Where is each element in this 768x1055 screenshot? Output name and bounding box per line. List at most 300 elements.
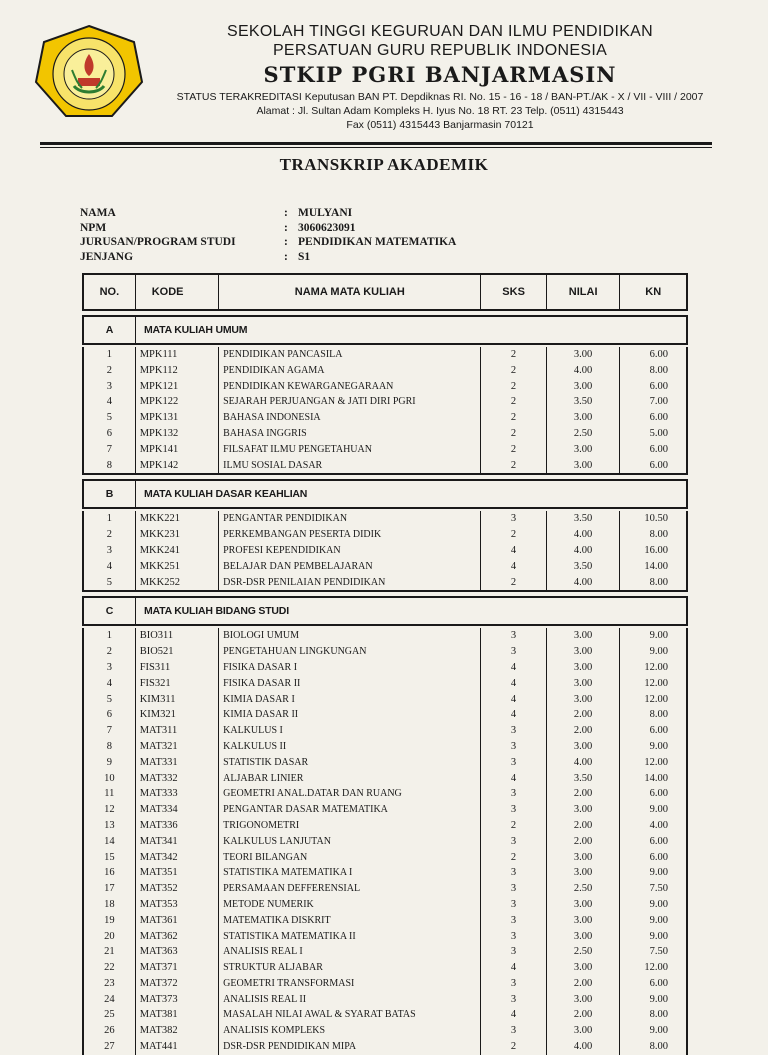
header-divider-thin [40,147,712,148]
identity-row [80,221,456,236]
row-nilai: 3.00 [547,644,621,660]
row-sks: 4 [481,559,547,575]
row-no: 1 [84,628,136,644]
row-kn: 4.00 [649,819,668,831]
row-kode: FIS321 [136,676,219,692]
table-row [84,723,686,739]
row-kode: MAT334 [136,802,219,818]
row-nilai: 2.00 [547,723,621,739]
row-nama: KALKULUS LANJUTAN [219,834,481,850]
row-no: 27 [84,1039,136,1055]
row-nama: PENDIDIKAN AGAMA [219,363,481,379]
row-kode: MAT331 [136,755,219,771]
row-sks: 3 [481,976,547,992]
table-row [84,992,686,1008]
row-sks: 3 [481,786,547,802]
header-divider [40,142,712,145]
row-sks: 3 [481,929,547,945]
row-kn: 9.00 [649,867,668,879]
row-kn: 6.00 [649,349,668,360]
row-kn: 12.00 [644,661,668,673]
table-row [84,802,686,818]
row-sks: 3 [481,865,547,881]
row-no: 8 [84,739,136,755]
row-nilai: 4.00 [547,363,621,379]
row-nama: BELAJAR DAN PEMBELAJARAN [219,559,481,575]
section-rows [82,511,688,592]
row-sks: 3 [481,834,547,850]
row-kode: MKK252 [136,575,219,591]
row-kn: 6.00 [649,851,668,863]
identity-colon: : [284,250,288,263]
row-kode: MAT371 [136,960,219,976]
section-rows [82,628,688,1055]
row-kn: 6.00 [649,788,668,800]
institution-name: STKIP PGRI BANJARMASIN [263,62,617,87]
row-kode: MAT382 [136,1023,219,1039]
row-sks: 3 [481,802,547,818]
row-sks: 4 [481,543,547,559]
row-sks: 2 [481,442,547,458]
row-nama: GEOMETRI TRANSFORMASI [219,976,481,992]
identity-value: 3060623091 [298,221,356,234]
row-nama: FISIKA DASAR I [219,660,481,676]
row-kode: BIO521 [136,644,219,660]
row-sks: 2 [481,575,547,591]
letterhead-line1: SEKOLAH TINGGI KEGURUAN DAN ILMU PENDIDIKAN [226,23,654,40]
row-kn: 6.00 [649,977,668,989]
row-sks: 3 [481,992,547,1008]
row-no: 3 [84,660,136,676]
table-row [84,442,686,458]
identity-row [80,250,456,265]
row-no: 23 [84,976,136,992]
row-nama: TEORI BILANGAN [219,850,481,866]
row-nama: STATISTIK DASAR [219,755,481,771]
row-kode: MAT363 [136,944,219,960]
address: Alamat : Jl. Sultan Adam Kompleks H. Iyus No. 18 RT. 23 Telp. (0511) 4315443 [256,105,624,117]
row-nilai: 3.00 [547,992,621,1008]
row-sks: 2 [481,818,547,834]
table-row [84,976,686,992]
row-kn: 9.00 [649,993,668,1005]
row-kode: MAT372 [136,976,219,992]
row-nama: METODE NUMERIK [219,897,481,913]
row-no: 1 [84,511,136,527]
row-kn: 5.00 [649,427,668,439]
row-nilai: 3.50 [547,511,621,527]
row-kn: 9.00 [649,804,668,816]
row-kn: 9.00 [649,914,668,926]
row-no: 24 [84,992,136,1008]
row-kn: 8.00 [649,576,668,588]
accreditation-status: STATUS TERAKREDITASI Keputusan BAN PT. Depdiknas RI. No. 15 - 16 - 18 / BAN-PT./AK - X / VII - VIII / 2007 [176,91,704,103]
row-kn: 6.00 [649,380,668,392]
row-no: 20 [84,929,136,945]
row-nilai: 3.00 [547,1023,621,1039]
row-nilai: 3.00 [547,692,621,708]
row-nilai: 3.50 [547,771,621,787]
section-letter: C [84,598,136,624]
row-kode: MPK141 [136,442,219,458]
row-nilai: 3.00 [547,739,621,755]
table-row [84,755,686,771]
row-kn: 6.00 [649,412,668,424]
row-no: 4 [84,676,136,692]
row-kn: 8.00 [649,529,668,541]
header-nilai: NILAI [547,275,621,309]
row-nilai: 3.00 [547,897,621,913]
row-no: 3 [84,379,136,395]
identity-row [80,235,456,250]
row-no: 2 [84,527,136,543]
student-identity [80,206,456,264]
row-nilai: 2.00 [547,834,621,850]
row-kode: MKK231 [136,527,219,543]
row-no: 18 [84,897,136,913]
row-kode: MAT351 [136,865,219,881]
row-nama: FILSAFAT ILMU PENGETAHUAN [219,442,481,458]
row-nilai: 2.00 [547,818,621,834]
row-nama: PENDIDIKAN KEWARGANEGARAAN [219,379,481,395]
row-sks: 2 [481,379,547,395]
row-kode: MAT311 [136,723,219,739]
row-sks: 4 [481,771,547,787]
row-nama: ANALISIS REAL I [219,944,481,960]
identity-row [80,206,456,221]
row-sks: 2 [481,1039,547,1055]
row-no: 26 [84,1023,136,1039]
row-kn: 9.00 [649,930,668,942]
row-nilai: 3.50 [547,559,621,575]
row-nama: STRUKTUR ALJABAR [219,960,481,976]
identity-key: NPM [80,221,107,234]
row-no: 5 [84,692,136,708]
row-kode: BIO311 [136,628,219,644]
row-kn: 9.00 [649,646,668,658]
row-nama: DSR-DSR PENILAIAN PENDIDIKAN [219,575,481,591]
row-kode: MPK111 [136,347,219,363]
row-kn: 10.50 [644,513,668,525]
table-row [84,458,686,474]
section-title: MATA KULIAH UMUM [144,324,248,336]
table-row [84,929,686,945]
row-nama: DSR-DSR PENDIDIKAN MIPA [219,1039,481,1055]
header-kode: KODE [136,275,220,309]
row-sks: 3 [481,755,547,771]
table-row [84,960,686,976]
row-nilai: 2.00 [547,976,621,992]
row-kn: 16.00 [644,544,668,556]
section-header [82,479,688,509]
table-row [84,1039,686,1055]
row-no: 6 [84,707,136,723]
row-sks: 4 [481,660,547,676]
row-nilai: 4.00 [547,755,621,771]
row-nilai: 3.00 [547,802,621,818]
row-sks: 3 [481,511,547,527]
table-row [84,426,686,442]
row-sks: 2 [481,410,547,426]
row-kode: MPK122 [136,394,219,410]
row-nilai: 4.00 [547,575,621,591]
row-kn: 12.00 [644,962,668,974]
row-sks: 4 [481,960,547,976]
section-header [82,596,688,626]
row-kode: MAT362 [136,929,219,945]
row-nama: KALKULUS I [219,723,481,739]
row-nilai: 3.00 [547,929,621,945]
row-kn: 6.00 [649,443,668,455]
row-no: 2 [84,363,136,379]
row-no: 13 [84,818,136,834]
row-nilai: 4.00 [547,543,621,559]
row-kn: 9.00 [649,740,668,752]
row-nama: ALJABAR LINIER [219,771,481,787]
table-row [84,628,686,644]
row-nama: PENGANTAR PENDIDIKAN [219,511,481,527]
row-kode: MAT441 [136,1039,219,1055]
table-row [84,660,686,676]
row-nilai: 2.00 [547,707,621,723]
identity-value: S1 [298,250,311,263]
section-title: MATA KULIAH DASAR KEAHLIAN [144,488,308,501]
section-title: MATA KULIAH BIDANG STUDI [144,605,289,618]
row-nilai: 3.00 [547,960,621,976]
row-kode: MKK251 [136,559,219,575]
row-kode: MPK142 [136,458,219,474]
row-nilai: 3.50 [547,394,621,410]
row-kode: MAT336 [136,818,219,834]
table-row [84,771,686,787]
row-nilai: 3.00 [547,379,621,395]
row-sks: 3 [481,944,547,960]
row-kn: 9.00 [649,630,668,642]
header-kn: KN [645,286,662,298]
row-kn: 12.00 [644,677,668,689]
identity-colon: : [284,207,288,219]
row-nama: PENGETAHUAN LINGKUNGAN [219,644,481,660]
table-row [84,347,686,363]
row-nilai: 2.00 [547,1007,621,1023]
row-nama: BAHASA INGGRIS [219,426,481,442]
row-kn: 6.00 [649,459,668,471]
table-row [84,511,686,527]
row-nama: PERKEMBANGAN PESERTA DIDIK [219,527,481,543]
table-row [84,897,686,913]
row-nilai: 3.00 [547,676,621,692]
row-sks: 2 [481,426,547,442]
row-sks: 3 [481,644,547,660]
row-sks: 2 [481,850,547,866]
row-kn: 8.00 [649,709,668,721]
row-no: 25 [84,1007,136,1023]
row-nama: ANALISIS REAL II [219,992,481,1008]
row-nilai: 3.00 [547,458,621,474]
row-no: 9 [84,755,136,771]
row-sks: 3 [481,881,547,897]
table-row [84,394,686,410]
row-kn: 6.00 [649,835,668,847]
row-no: 6 [84,426,136,442]
row-nilai: 3.00 [547,410,621,426]
table-row [84,527,686,543]
row-kn: 12.00 [644,756,668,768]
table-row [84,834,686,850]
row-no: 4 [84,559,136,575]
identity-value: PENDIDIKAN MATEMATIKA [298,236,457,248]
identity-key: NAMA [80,207,116,219]
row-kode: MKK241 [136,543,219,559]
row-nama: KIMIA DASAR I [219,692,481,708]
row-nama: GEOMETRI ANAL.DATAR DAN RUANG [219,786,481,802]
row-nama: STATISTIKA MATEMATIKA II [219,929,481,945]
row-no: 16 [84,865,136,881]
row-nama: KIMIA DASAR II [219,707,481,723]
row-sks: 3 [481,739,547,755]
row-nama: MASALAH NILAI AWAL & SYARAT BATAS [219,1007,481,1023]
table-row [84,363,686,379]
row-nilai: 3.00 [547,347,621,363]
table-row [84,543,686,559]
table-row [84,379,686,395]
row-no: 12 [84,802,136,818]
identity-value: MULYANI [298,207,353,219]
row-no: 8 [84,458,136,474]
table-row [84,707,686,723]
row-nilai: 2.00 [547,786,621,802]
row-kode: MAT342 [136,850,219,866]
row-no: 22 [84,960,136,976]
row-sks: 3 [481,897,547,913]
row-nama: BIOLOGI UMUM [219,628,481,644]
table-row [84,850,686,866]
identity-key: JURUSAN/PROGRAM STUDI [80,236,236,248]
row-nama: PENDIDIKAN PANCASILA [219,347,481,363]
row-kode: KIM311 [136,692,219,708]
row-sks: 3 [481,913,547,929]
row-nama: PERSAMAAN DEFFERENSIAL [219,881,481,897]
row-nama: MATEMATIKA DISKRIT [219,913,481,929]
row-nama: TRIGONOMETRI [219,818,481,834]
table-row [84,559,686,575]
table-row [84,644,686,660]
row-nilai: 4.00 [547,527,621,543]
table-row [84,739,686,755]
row-kode: KIM321 [136,707,219,723]
row-kode: MKK221 [136,511,219,527]
row-sks: 2 [481,458,547,474]
row-nama: BAHASA INDONESIA [219,410,481,426]
row-kode: MAT341 [136,834,219,850]
row-nilai: 3.00 [547,442,621,458]
row-sks: 4 [481,1007,547,1023]
table-sections [82,315,688,1055]
row-no: 11 [84,786,136,802]
row-kn: 14.00 [644,772,668,784]
section-header [82,315,688,345]
row-kn: 7.50 [649,883,668,895]
table-row [84,786,686,802]
row-no: 5 [84,575,136,591]
row-sks: 2 [481,527,547,543]
identity-key: JENJANG [80,250,134,263]
row-kode: MAT332 [136,771,219,787]
row-sks: 2 [481,347,547,363]
row-nilai: 2.50 [547,426,621,442]
row-nama: ANALISIS KOMPLEKS [219,1023,481,1039]
row-kode: MAT352 [136,881,219,897]
table-row [84,865,686,881]
row-sks: 2 [481,363,547,379]
table-row [84,1007,686,1023]
row-no: 3 [84,543,136,559]
row-kn: 7.50 [649,946,668,958]
letterhead-line2: PERSATUAN GURU REPUBLIK INDONESIA [272,42,608,59]
table-row [84,410,686,426]
row-nilai: 3.00 [547,850,621,866]
header-nama: NAMA MATA KULIAH [219,275,481,309]
identity-colon: : [284,221,288,234]
row-no: 14 [84,834,136,850]
row-sks: 3 [481,628,547,644]
table-row [84,1023,686,1039]
row-nama: SEJARAH PERJUANGAN & JATI DIRI PGRI [219,394,481,410]
row-nilai: 3.00 [547,913,621,929]
row-kn: 8.00 [649,364,668,376]
row-kode: MAT321 [136,739,219,755]
table-row [84,818,686,834]
row-no: 5 [84,410,136,426]
row-no: 19 [84,913,136,929]
row-nama: KALKULUS II [219,739,481,755]
row-nilai: 2.50 [547,881,621,897]
table-row [84,692,686,708]
section-letter: A [84,317,136,343]
row-nama: PROFESI KEPENDIDIKAN [219,543,481,559]
row-kn: 6.00 [649,725,668,737]
header-sks: SKS [481,275,547,309]
table-row [84,913,686,929]
row-sks: 4 [481,676,547,692]
row-kn: 12.00 [644,693,668,705]
row-no: 7 [84,442,136,458]
header-no: NO. [84,275,136,309]
document-title: TRANSKRIP AKADEMIK [279,155,489,174]
row-no: 1 [84,347,136,363]
institution-logo [34,24,144,120]
row-nilai: 2.50 [547,944,621,960]
row-no: 4 [84,394,136,410]
row-kode: MAT361 [136,913,219,929]
section-rows [82,347,688,475]
identity-colon: : [284,236,288,248]
row-kode: FIS311 [136,660,219,676]
row-sks: 2 [481,394,547,410]
row-kode: MAT333 [136,786,219,802]
row-no: 17 [84,881,136,897]
table-row [84,944,686,960]
row-sks: 4 [481,707,547,723]
row-sks: 4 [481,692,547,708]
row-kn: 8.00 [649,1041,668,1053]
row-kn: 14.00 [644,560,668,572]
row-kode: MPK132 [136,426,219,442]
row-kode: MPK112 [136,363,219,379]
row-nama: STATISTIKA MATEMATIKA I [219,865,481,881]
grades-table [82,273,688,1055]
row-nilai: 3.00 [547,865,621,881]
